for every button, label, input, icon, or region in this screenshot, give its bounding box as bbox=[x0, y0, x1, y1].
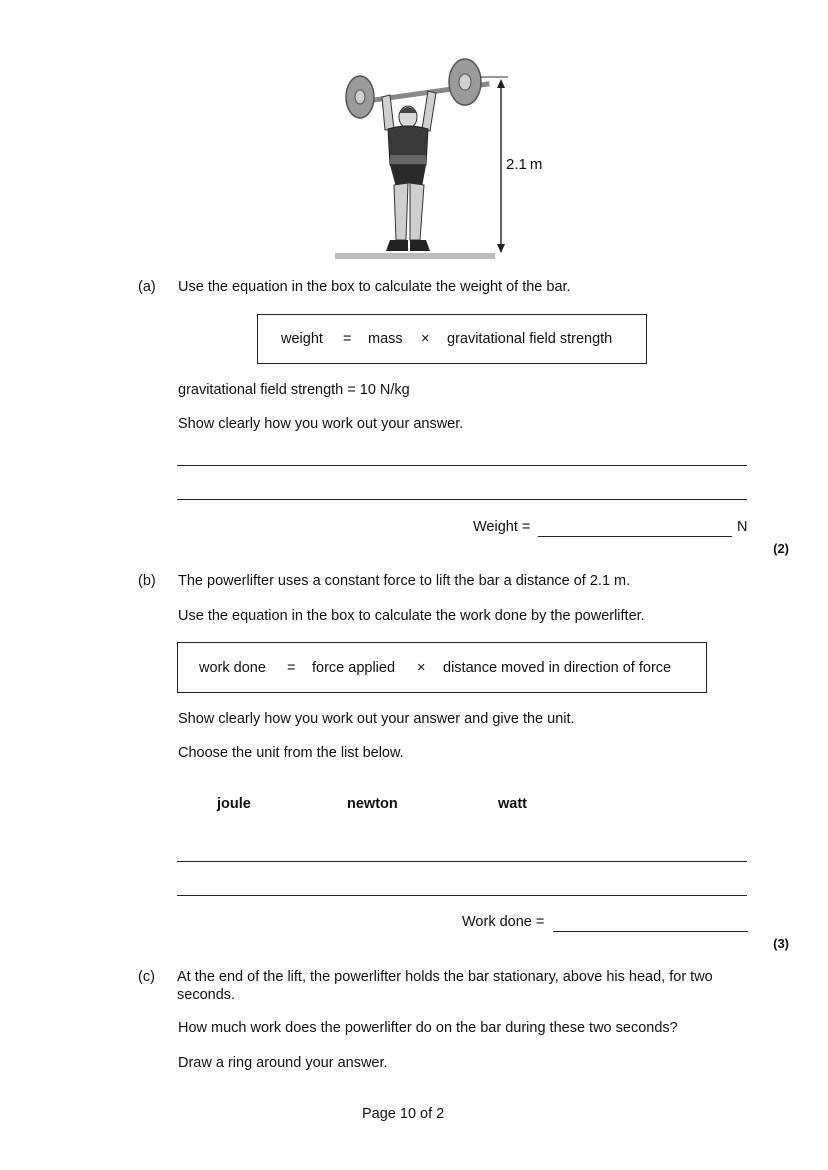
part-a-given: gravitational field strength = 10 N/kg bbox=[178, 382, 410, 398]
work-equation-box bbox=[177, 642, 707, 693]
part-c-line2: seconds. bbox=[177, 987, 236, 1003]
working-line[interactable] bbox=[177, 499, 747, 500]
working-line[interactable] bbox=[177, 465, 747, 466]
part-c-line1: At the end of the lift, the powerlifter holds the bar stationary, above his head, for two bbox=[177, 969, 713, 985]
unit-option[interactable]: newton bbox=[347, 796, 398, 812]
part-b-choose: Choose the unit from the list below. bbox=[178, 745, 404, 761]
weight-answer-unit: N bbox=[737, 519, 748, 535]
equation-term1: force applied bbox=[312, 660, 396, 676]
work-done-answer-line[interactable] bbox=[553, 931, 748, 932]
equation-times: × bbox=[421, 331, 430, 347]
part-b-label: (b) bbox=[138, 573, 156, 589]
part-b-question: Use the equation in the box to calculate the work done by the powerlifter. bbox=[178, 608, 645, 624]
page-number: Page 10 of 2 bbox=[362, 1106, 445, 1122]
weight-equation-box bbox=[257, 314, 647, 364]
powerlifter-illustration bbox=[330, 55, 530, 270]
height-label: 2.1 m bbox=[506, 156, 543, 173]
work-done-answer-label: Work done = bbox=[462, 914, 545, 930]
unit-option[interactable]: joule bbox=[217, 796, 251, 812]
equation-equals: = bbox=[287, 660, 296, 676]
part-c-question: How much work does the powerlifter do on the bar during these two seconds? bbox=[178, 1020, 678, 1036]
equation-term1: mass bbox=[368, 331, 403, 347]
floor bbox=[335, 253, 495, 259]
equation-term2: gravitational field strength bbox=[447, 331, 613, 347]
part-a-label: (a) bbox=[138, 279, 156, 295]
part-b-intro: The powerlifter uses a constant force to lift the bar a distance of 2.1 m. bbox=[178, 573, 631, 589]
unit-option[interactable]: watt bbox=[498, 796, 527, 812]
part-c-instruction: Draw a ring around your answer. bbox=[178, 1055, 388, 1071]
equation-term2: distance moved in direction of force bbox=[443, 660, 672, 676]
part-a-instruction: Show clearly how you work out your answer. bbox=[178, 416, 464, 432]
part-c-label: (c) bbox=[138, 969, 155, 985]
working-line[interactable] bbox=[177, 895, 747, 896]
part-a-question: Use the equation in the box to calculate the weight of the bar. bbox=[178, 279, 571, 295]
part-b-marks: (3) bbox=[773, 936, 789, 951]
part-a-marks: (2) bbox=[773, 541, 789, 556]
weight-answer-line[interactable] bbox=[538, 536, 732, 537]
equation-times: × bbox=[417, 660, 426, 676]
part-b-instruction: Show clearly how you work out your answer and give the unit. bbox=[178, 711, 575, 727]
equation-lhs: work done bbox=[199, 660, 266, 676]
weight-answer-label: Weight = bbox=[473, 519, 531, 535]
powerlifter-figure bbox=[330, 55, 543, 270]
equation-lhs: weight bbox=[281, 331, 323, 347]
working-line[interactable] bbox=[177, 861, 747, 862]
equation-equals: = bbox=[343, 331, 352, 347]
